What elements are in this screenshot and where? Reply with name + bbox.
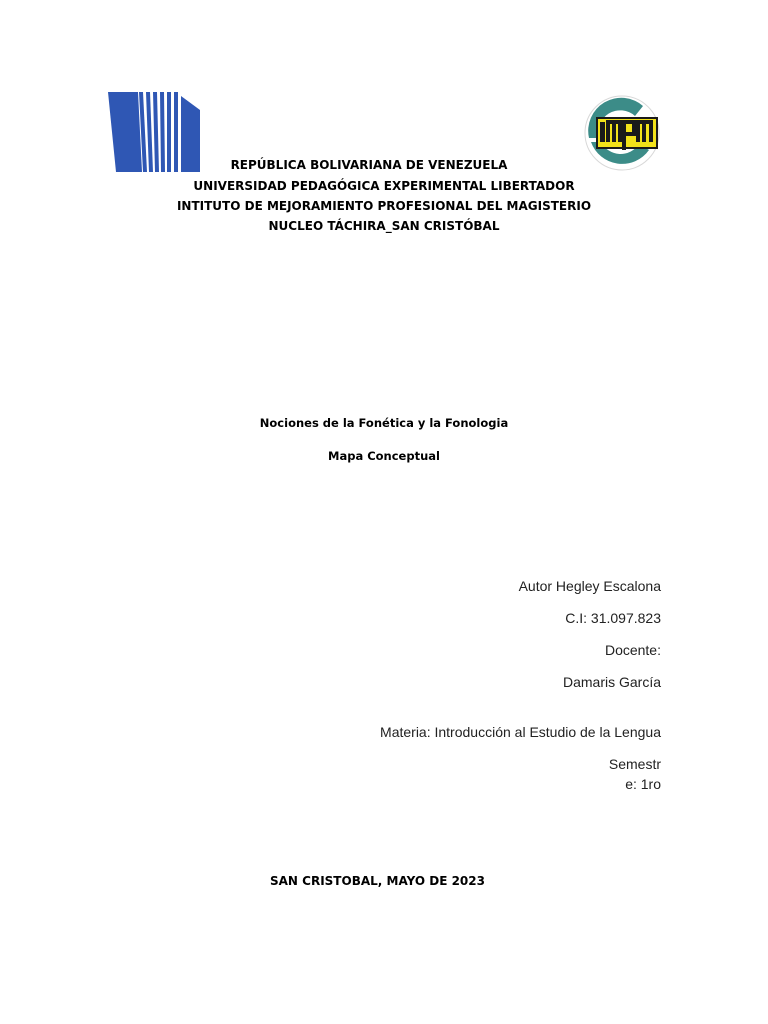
header-campus: NUCLEO TÁCHIRA_SAN CRISTÓBAL bbox=[268, 219, 500, 233]
author: Autor Hegley Escalona bbox=[518, 578, 661, 594]
header-university: UNIVERSIDAD PEDAGÓGICA EXPERIMENTAL LIBERTADOR bbox=[193, 179, 575, 193]
header-institute: INTITUTO DE MEJORAMIENTO PROFESIONAL DEL MAGISTERIO bbox=[176, 199, 592, 213]
teacher-label: Docente: bbox=[604, 642, 661, 658]
subject: Materia: Introducción al Estudio de la Lengua bbox=[380, 724, 661, 740]
header-country: REPÚBLICA BOLIVARIANA DE VENEZUELA bbox=[230, 158, 508, 172]
place-date: SAN CRISTOBAL, MAYO DE 2023 bbox=[270, 874, 485, 888]
semester-line2: e: 1ro bbox=[625, 776, 661, 792]
id-number: C.I: 31.097.823 bbox=[565, 610, 661, 626]
document-subtitle: Mapa Conceptual bbox=[328, 449, 440, 463]
semester-line1: Semestr bbox=[608, 756, 661, 772]
teacher-name: Damaris García bbox=[562, 674, 661, 690]
document-title: Nociones de la Fonética y la Fonologia bbox=[259, 416, 509, 430]
